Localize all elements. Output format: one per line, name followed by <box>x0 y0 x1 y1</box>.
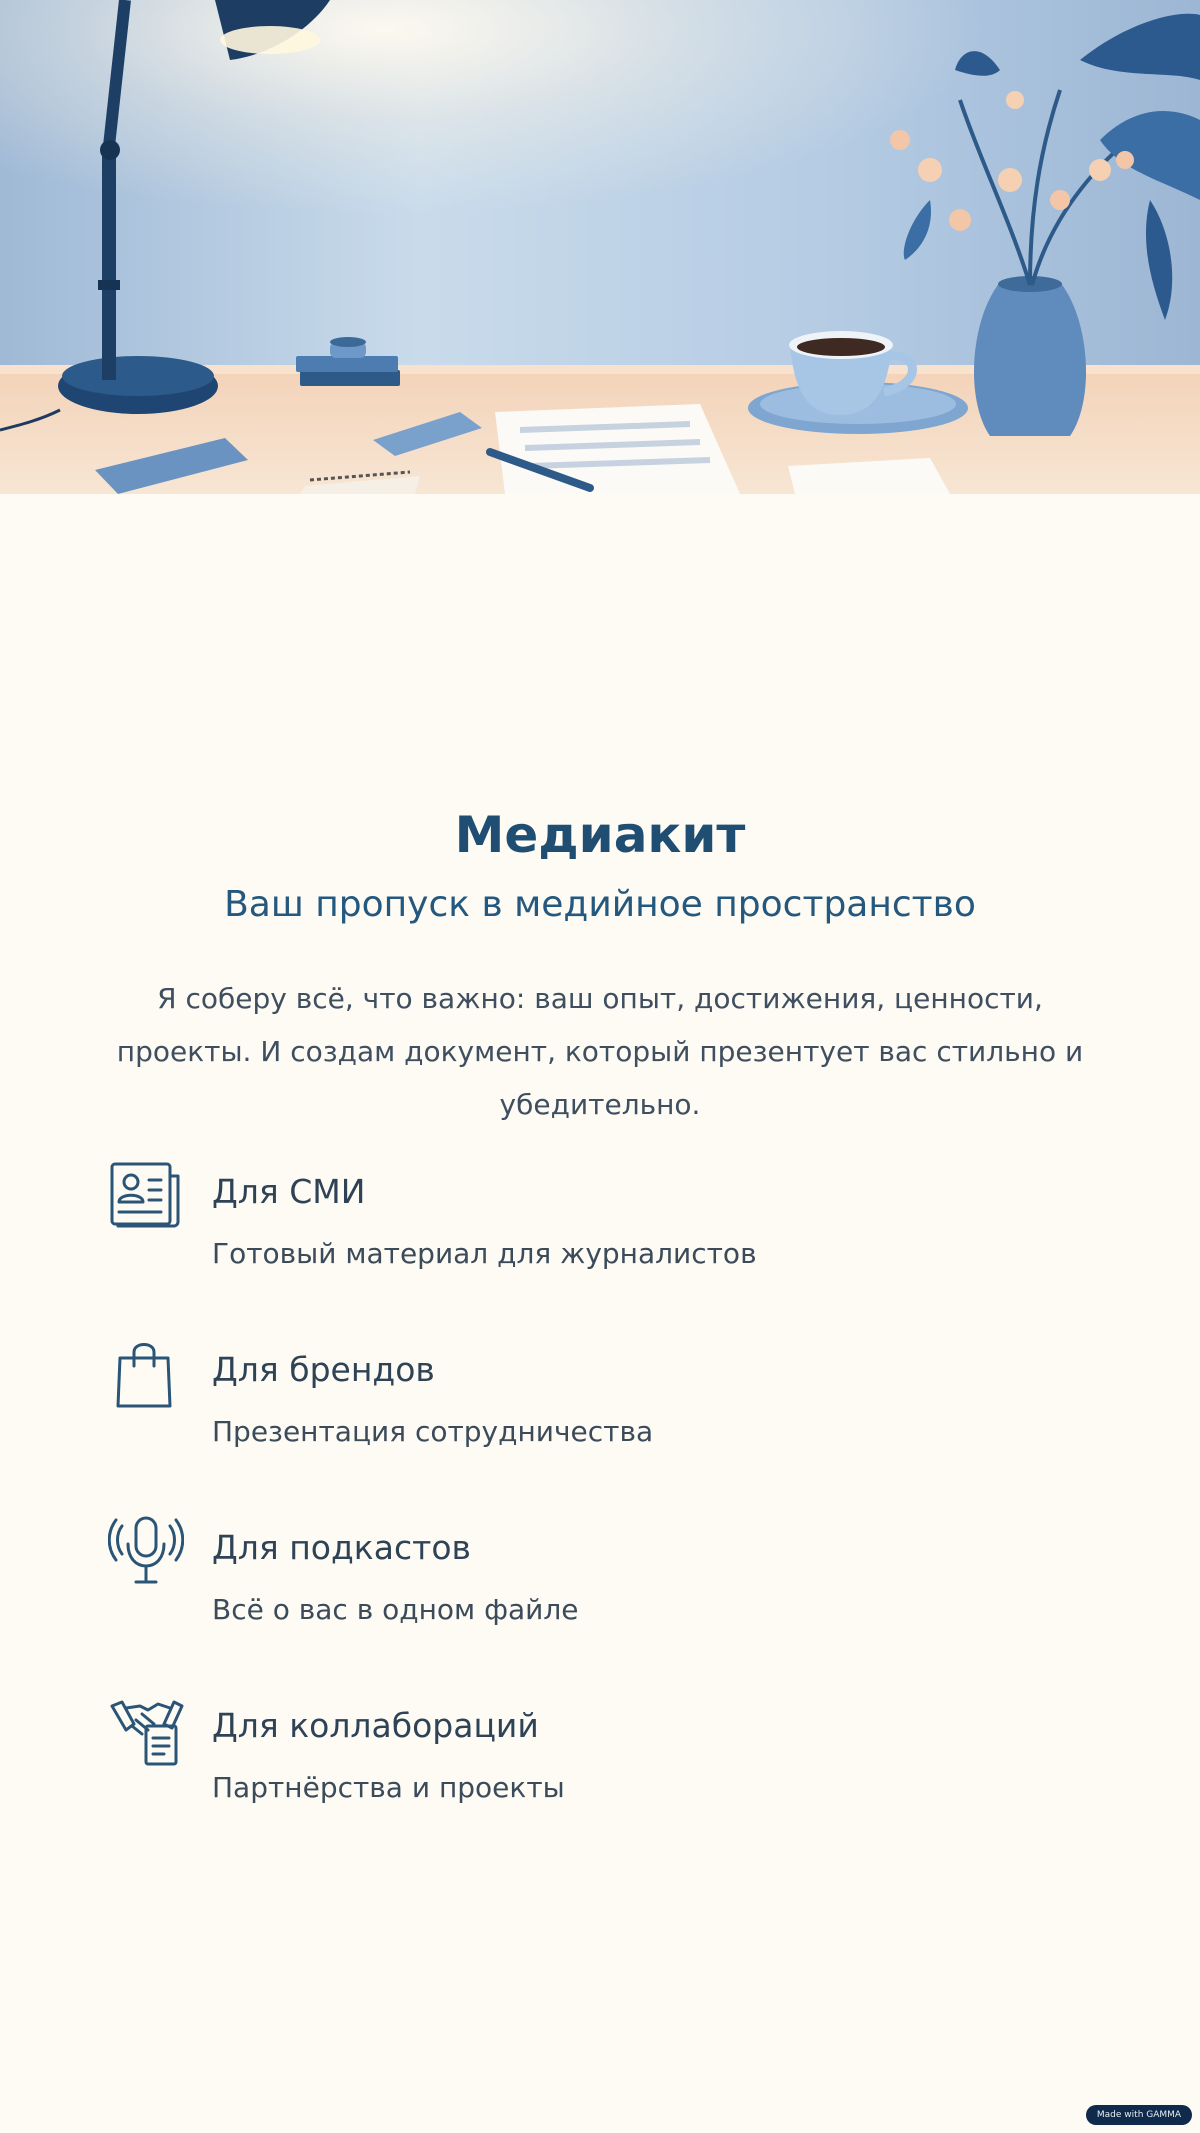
feature-description: Презентация сотрудничества <box>212 1415 654 1448</box>
feature-title: Для брендов <box>212 1350 435 1389</box>
feature-item-media <box>108 1158 1088 1336</box>
handshake-document-icon <box>108 1692 184 1768</box>
feature-description: Партнёрства и проекты <box>212 1771 565 1804</box>
made-with-badge[interactable]: Made with GAMMA <box>1086 2105 1192 2125</box>
press-card-icon <box>108 1158 184 1234</box>
feature-list <box>108 1158 1088 1870</box>
shopping-bag-icon <box>108 1336 184 1412</box>
feature-item-brands <box>108 1336 1088 1514</box>
feature-description: Готовый материал для журналистов <box>212 1237 757 1270</box>
page-title: Медиакит <box>454 806 746 864</box>
feature-title: Для подкастов <box>212 1528 471 1567</box>
feature-item-podcasts <box>108 1514 1088 1692</box>
page-subtitle: Ваш пропуск в медийное пространство <box>224 884 976 925</box>
intro-description: Я соберу всё, что важно: ваш опыт, достижения, ценности, проекты. И создам документ, который презентует вас стильно и убедительно. <box>116 982 1084 1121</box>
feature-description: Всё о вас в одном файле <box>212 1593 579 1626</box>
microphone-icon <box>108 1514 184 1590</box>
hero-illustration <box>0 0 1200 494</box>
feature-item-collaborations <box>108 1692 1088 1870</box>
feature-title: Для СМИ <box>212 1172 366 1211</box>
feature-title: Для коллабораций <box>212 1706 539 1745</box>
